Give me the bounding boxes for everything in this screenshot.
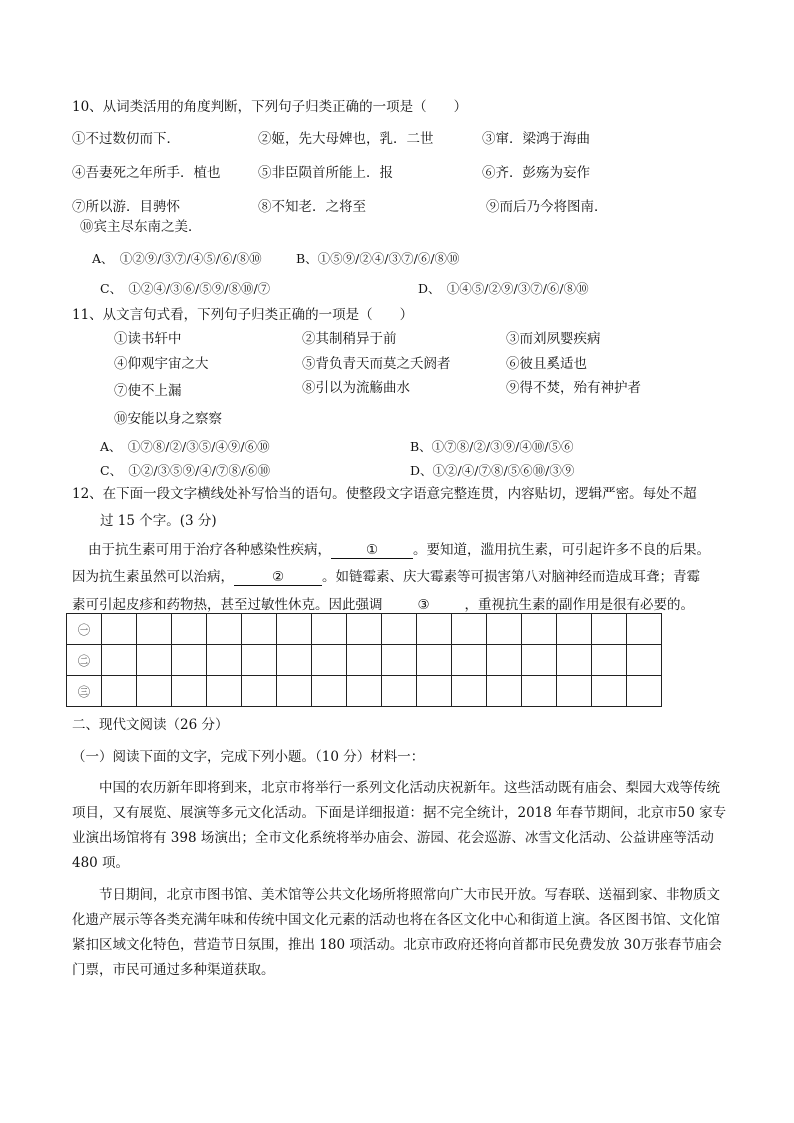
grid-cell[interactable] [312, 676, 347, 707]
grid-cell[interactable] [312, 645, 347, 676]
grid-cell[interactable] [137, 614, 172, 645]
q10-item: ⑧不知老．之将至 [258, 199, 366, 215]
grid-cell[interactable] [592, 614, 627, 645]
grid-cell[interactable] [242, 614, 277, 645]
grid-cell[interactable] [592, 645, 627, 676]
q11-item: ①读书轩中 [114, 331, 182, 347]
q10-item: ⑥齐．彭殇为妄作 [482, 165, 590, 181]
grid-cell[interactable] [172, 645, 207, 676]
grid-row-label: ㊁ [67, 645, 102, 676]
grid-cell[interactable] [417, 676, 452, 707]
grid-row-label: ㊀ [67, 614, 102, 645]
grid-cell[interactable] [137, 676, 172, 707]
q12-passage-line3 [72, 596, 694, 614]
grid-cell[interactable] [557, 614, 592, 645]
grid-cell[interactable] [347, 645, 382, 676]
grid-cell[interactable] [487, 645, 522, 676]
grid-cell[interactable] [522, 645, 557, 676]
q12-stem-cont: 过 15 个字。(3 分) [100, 513, 217, 529]
q10-option-c: C、 ①②④/③⑥/⑤⑨/⑧⑩/⑦ [100, 281, 271, 296]
q10-item: ⑩宾主尽东南之美． [80, 219, 202, 235]
passage-paragraph: 中国的农历新年即将到来，北京市将举行一系列文化活动庆祝新年。这些活动既有庙会、梨园大戏等传统项目，又有展览、展演等多元文化活动。下面是详细报道：据不完全统计，2018 年春节期间，北京市50 家专业演出场馆将有 398 场演出；全市文化系统将举办庙会、游园、花会巡游、冰雪文化活动、公益讲座等活动 480 项。 [72, 780, 727, 871]
q12-text: 。要知道，滥用抗生素，可引起许多不良的后果。 [413, 542, 710, 558]
q11-item: ⑥彼且奚适也 [506, 356, 587, 372]
grid-cell[interactable] [207, 645, 242, 676]
q12-passage-line1 [88, 541, 710, 559]
q12-stem: 12、在下面一段文字横线处补写恰当的语句。使整段文字语意完整连贯，内容贴切，逻辑严密。每处不超 [72, 486, 697, 502]
q10-option-d: D、 ①④⑤/②⑨/③⑦/⑥/⑧⑩ [418, 281, 589, 296]
grid-cell[interactable] [382, 614, 417, 645]
grid-cell[interactable] [207, 676, 242, 707]
grid-cell[interactable] [137, 645, 172, 676]
grid-cell[interactable] [452, 676, 487, 707]
grid-cell[interactable] [242, 645, 277, 676]
q11-item: ⑤背负青天而莫之夭阏者 [302, 356, 451, 372]
q10-item: ③窜．梁鸿于海曲 [482, 131, 590, 147]
grid-cell[interactable] [452, 645, 487, 676]
grid-cell[interactable] [627, 614, 662, 645]
grid-cell[interactable] [172, 676, 207, 707]
blank-3[interactable]: ③ [383, 597, 465, 614]
blank-1[interactable]: ① [331, 542, 413, 559]
q11-item: ②其制稍异于前 [302, 331, 397, 347]
grid-cell[interactable] [102, 645, 137, 676]
q10-item: ⑨而后乃今将图南． [486, 199, 608, 215]
grid-cell[interactable] [417, 614, 452, 645]
grid-cell[interactable] [592, 676, 627, 707]
q10-item: ②姬，先大母婢也，乳．二世 [258, 131, 434, 147]
grid-cell[interactable] [487, 676, 522, 707]
q12-text: 。如链霉素、庆大霉素等可损害第八对脑神经而造成耳聋；青霉 [322, 569, 700, 585]
grid-row [67, 645, 662, 676]
blank-2[interactable]: ② [234, 569, 322, 586]
q10-item: ⑤非臣陨首所能上．报 [258, 165, 393, 181]
q11-item: ⑨得不焚，殆有神护者 [506, 380, 641, 396]
grid-row [67, 676, 662, 707]
grid-cell[interactable] [242, 676, 277, 707]
grid-row [67, 614, 662, 645]
grid-cell[interactable] [522, 676, 557, 707]
grid-cell[interactable] [207, 614, 242, 645]
q10-item: ⑦所以游．目骋怀 [72, 199, 180, 215]
grid-cell[interactable] [557, 676, 592, 707]
q11-option-d: D、①②/④/⑦⑧/⑤⑥⑩/③⑨ [410, 463, 575, 478]
passage-paragraph: 节日期间，北京市图书馆、美术馆等公共文化场所将照常向广大市民开放。写春联、送福到家、非物质文化遗产展示等各类充满年味和传统中国文化元素的活动也将在各区文化中心和街道上演。各区图书馆、文化馆紧扣区域文化特色，营造节日氛围，推出 180 项活动。北京市政府还将向首都市民免费发放 30万张春节庙会门票，市民可通过多种渠道获取。 [72, 887, 722, 978]
q10-item: ①不过数仞而下． [72, 131, 180, 147]
q12-text: 因为抗生素虽然可以治病， [72, 569, 234, 585]
grid-row-label: ㊂ [67, 676, 102, 707]
q11-option-a: A、 ①⑦⑧/②/③⑤/④⑨/⑥⑩ [100, 439, 270, 454]
grid-cell[interactable] [347, 676, 382, 707]
grid-cell[interactable] [277, 614, 312, 645]
q11-item: ⑩安能以身之察察 [114, 411, 222, 427]
grid-cell[interactable] [172, 614, 207, 645]
section-subtitle: （一）阅读下面的文字，完成下列小题。（10 分）材料一： [72, 749, 425, 765]
grid-cell[interactable] [627, 645, 662, 676]
reading-passage [72, 776, 732, 983]
q11-item: ④仰观宇宙之大 [114, 356, 209, 372]
q11-stem: 11、从文言句式看，下列句子归类正确的一项是（ ） [72, 307, 414, 323]
grid-cell[interactable] [347, 614, 382, 645]
q12-passage-line2 [72, 568, 700, 586]
q10-item: ④吾妻死之年所手．植也 [72, 165, 221, 181]
q12-text: ，重视抗生素的副作用是很有必要的。 [464, 597, 694, 613]
q12-text: 由于抗生素可用于治疗各种感染性疾病， [88, 542, 331, 558]
q11-option-b: B、①⑦⑧/②/③⑨/④⑩/⑤⑥ [410, 439, 574, 454]
q10-stem: 10、从词类活用的角度判断，下列句子归类正确的一项是（ ） [72, 99, 468, 115]
q10-option-b: B、①⑤⑨/②④/③⑦/⑥/⑧⑩ [296, 251, 460, 266]
section-title: 二、现代文阅读（26 分） [72, 717, 229, 733]
grid-cell[interactable] [102, 614, 137, 645]
grid-cell[interactable] [277, 676, 312, 707]
q11-item: ⑧引以为流觞曲水 [302, 380, 410, 396]
q11-item: ③而刘夙婴疾病 [506, 331, 601, 347]
grid-cell[interactable] [382, 645, 417, 676]
answer-grid [66, 613, 662, 707]
q11-item: ⑦使不上漏 [114, 383, 182, 399]
q12-text: 素可引起皮疹和药物热，甚至过敏性休克。因此强调 [72, 597, 383, 613]
grid-cell[interactable] [102, 676, 137, 707]
grid-cell[interactable] [487, 614, 522, 645]
grid-cell[interactable] [382, 676, 417, 707]
grid-cell[interactable] [277, 645, 312, 676]
grid-cell[interactable] [417, 645, 452, 676]
grid-cell[interactable] [452, 614, 487, 645]
q11-option-c: C、 ①②/③⑤⑨/④/⑦⑧/⑥⑩ [100, 463, 271, 478]
grid-cell[interactable] [557, 645, 592, 676]
q10-option-a: A、 ①②⑨/③⑦/④⑤/⑥/⑧⑩ [92, 251, 262, 266]
grid-cell[interactable] [312, 614, 347, 645]
grid-cell[interactable] [627, 676, 662, 707]
grid-cell[interactable] [522, 614, 557, 645]
